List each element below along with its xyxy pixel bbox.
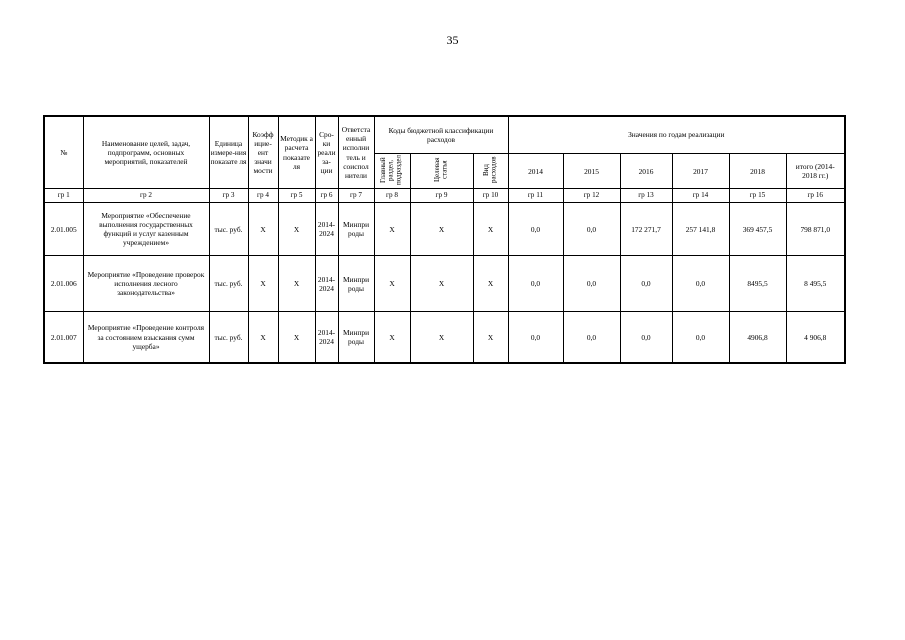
row-method: Х xyxy=(278,256,315,312)
row-main-section: Х xyxy=(374,256,410,312)
row-name: Мероприятие «Обеспечение выполнения государственных функций и услуг казенным учреждением» xyxy=(83,203,209,256)
row-method: Х xyxy=(278,203,315,256)
program-measures-table xyxy=(43,115,846,364)
row-value-2016: 0,0 xyxy=(620,256,672,312)
header-year-2018: 2018 xyxy=(729,154,786,189)
header-expense-type xyxy=(473,154,508,189)
header-row xyxy=(44,116,845,154)
header-total: итого (2014-2018 гг.) xyxy=(786,154,845,189)
row-unit: тыс. руб. xyxy=(209,203,248,256)
group-cell: гр 2 xyxy=(83,189,209,203)
row-target-article: Х xyxy=(410,256,473,312)
row-executor: Минпри роды xyxy=(338,203,374,256)
header-period: Сро-ки реали за-ции xyxy=(315,116,338,189)
row-total: 4 906,8 xyxy=(786,312,845,364)
row-code: 2.01.005 xyxy=(44,203,83,256)
row-value-2017: 0,0 xyxy=(672,312,729,364)
group-numbers-row xyxy=(44,189,845,203)
group-cell: гр 12 xyxy=(563,189,620,203)
row-target-article: Х xyxy=(410,203,473,256)
header-expense-type-label: Вид расходов xyxy=(481,156,498,184)
row-main-section: Х xyxy=(374,203,410,256)
row-total: 798 871,0 xyxy=(786,203,845,256)
group-cell: гр 3 xyxy=(209,189,248,203)
row-value-2015: 0,0 xyxy=(563,203,620,256)
page-number: 35 xyxy=(446,33,459,47)
group-cell: гр 1 xyxy=(44,189,83,203)
header-coefficient: Коэфф ицие-ент значи мости xyxy=(248,116,278,189)
header-year-2017: 2017 xyxy=(672,154,729,189)
table-row xyxy=(44,312,845,364)
row-value-2017: 0,0 xyxy=(672,256,729,312)
row-coefficient: Х xyxy=(248,312,278,364)
header-year-2016: 2016 xyxy=(620,154,672,189)
header-main-section-label: Главный раздел, подраздел xyxy=(379,155,403,186)
group-cell: гр 13 xyxy=(620,189,672,203)
header-year-2015: 2015 xyxy=(563,154,620,189)
row-period: 2014-2024 xyxy=(315,203,338,256)
row-value-2014: 0,0 xyxy=(508,312,563,364)
table-row xyxy=(44,203,845,256)
header-executor: Ответста енный исполни тель и соиспол нители xyxy=(338,116,374,189)
header-target-article xyxy=(410,154,473,189)
header-values-by-year: Значения по годам реализации xyxy=(508,116,845,154)
row-expense-type: Х xyxy=(473,203,508,256)
row-target-article: Х xyxy=(410,312,473,364)
header-target-article-label: Целевая статья xyxy=(432,157,449,183)
header-name: Наименование целей, задач, подпрограмм, основных мероприятий, показателей xyxy=(83,116,209,189)
row-coefficient: Х xyxy=(248,256,278,312)
row-main-section: Х xyxy=(374,312,410,364)
group-cell: гр 5 xyxy=(278,189,315,203)
row-value-2018: 8495,5 xyxy=(729,256,786,312)
row-method: Х xyxy=(278,312,315,364)
row-value-2014: 0,0 xyxy=(508,256,563,312)
row-expense-type: Х xyxy=(473,312,508,364)
group-cell: гр 7 xyxy=(338,189,374,203)
group-cell: гр 4 xyxy=(248,189,278,203)
row-executor: Минпри роды xyxy=(338,312,374,364)
row-total: 8 495,5 xyxy=(786,256,845,312)
header-number: № xyxy=(44,116,83,189)
row-value-2015: 0,0 xyxy=(563,312,620,364)
row-coefficient: Х xyxy=(248,203,278,256)
row-value-2014: 0,0 xyxy=(508,203,563,256)
header-unit: Единица измере-ния показате ля xyxy=(209,116,248,189)
row-value-2018: 369 457,5 xyxy=(729,203,786,256)
row-value-2016: 0,0 xyxy=(620,312,672,364)
row-code: 2.01.007 xyxy=(44,312,83,364)
row-expense-type: Х xyxy=(473,256,508,312)
row-period: 2014-2024 xyxy=(315,256,338,312)
row-period: 2014-2024 xyxy=(315,312,338,364)
group-cell: гр 10 xyxy=(473,189,508,203)
header-year-2014: 2014 xyxy=(508,154,563,189)
header-budget-codes: Коды бюджетной классификации расходов xyxy=(374,116,508,154)
row-unit: тыс. руб. xyxy=(209,312,248,364)
table-row xyxy=(44,256,845,312)
row-executor: Минпри роды xyxy=(338,256,374,312)
group-cell: гр 6 xyxy=(315,189,338,203)
group-cell: гр 16 xyxy=(786,189,845,203)
header-main-section xyxy=(374,154,410,189)
row-name: Мероприятие «Проведение проверок исполнения лесного законодательства» xyxy=(83,256,209,312)
group-cell: гр 15 xyxy=(729,189,786,203)
group-cell: гр 8 xyxy=(374,189,410,203)
row-name: Мероприятие «Проведение контроля за состоянием взыскания сумм ущерба» xyxy=(83,312,209,364)
group-cell: гр 11 xyxy=(508,189,563,203)
group-cell: гр 14 xyxy=(672,189,729,203)
group-cell: гр 9 xyxy=(410,189,473,203)
header-method: Методик а расчета показате ля xyxy=(278,116,315,189)
row-value-2016: 172 271,7 xyxy=(620,203,672,256)
row-value-2018: 4906,8 xyxy=(729,312,786,364)
row-code: 2.01.006 xyxy=(44,256,83,312)
row-value-2015: 0,0 xyxy=(563,256,620,312)
row-unit: тыс. руб. xyxy=(209,256,248,312)
row-value-2017: 257 141,8 xyxy=(672,203,729,256)
